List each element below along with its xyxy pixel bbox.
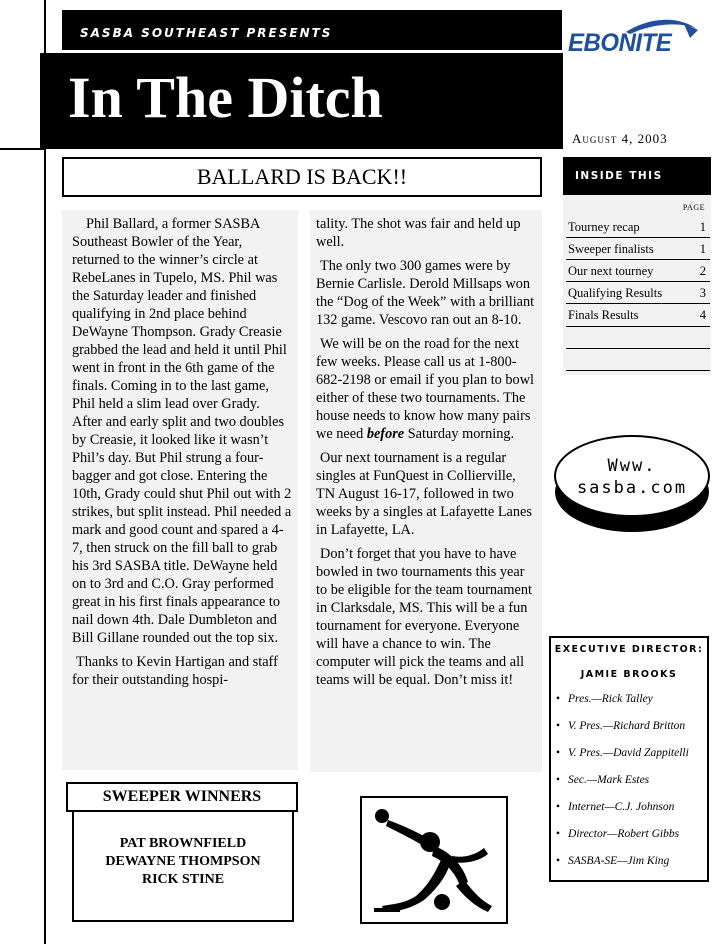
newsletter-title: In The Ditch xyxy=(68,65,383,130)
officer-item: • V. Pres.—Richard Britton xyxy=(556,720,685,732)
paragraph-text: We will be on the road for the next few weeks. Please call us at 1-800-682-2198 or email if you plan to bowl either of these two tournaments. The house needs to know how many pairs we need xyxy=(316,336,534,442)
toc-row[interactable] xyxy=(566,260,710,282)
article-column-1 xyxy=(62,210,298,770)
ebonite-logo xyxy=(566,18,716,58)
article-paragraph xyxy=(316,335,538,443)
toc-label: Our next tourney xyxy=(568,264,654,278)
toc-page: 3 xyxy=(699,286,706,300)
bowler-silhouette-icon xyxy=(360,796,508,924)
logo-text: EBONITE xyxy=(568,29,672,57)
officer-item: • Sec.—Mark Estes xyxy=(556,774,649,786)
toc-row[interactable] xyxy=(566,304,710,326)
article-paragraph: Don’t forget that you have to have bowled in two tournaments this year to be eligible for the team tournament in Clarksdale, MS. This will be a fun tournament for everyone. Everyone will have a chance to win. The computer will pick the teams and all teams will be equal. Don’t miss it! xyxy=(316,546,532,688)
toc-label: Finals Results xyxy=(568,308,639,322)
toc-row[interactable] xyxy=(566,282,710,304)
officer-item: • Director—Robert Gibbs xyxy=(556,828,679,840)
website-line-1: Www. xyxy=(607,456,657,476)
sweeper-title: SWEEPER WINNERS xyxy=(66,782,298,812)
toc-divider xyxy=(566,326,710,327)
page-column-label: PAGE xyxy=(682,203,705,212)
executive-name: JAMIE BROOKS xyxy=(580,669,678,680)
emphasis-text: before xyxy=(366,426,405,442)
toc-divider xyxy=(566,348,710,349)
officer-item: • SASBA-SE—Jim King xyxy=(556,855,669,867)
sweeper-name: PAT BROWNFIELD xyxy=(119,836,247,851)
officer-item: • Internet—C.J. Johnson xyxy=(556,801,674,813)
article-column-2 xyxy=(310,210,542,772)
sweeper-name: DEWAYNE THOMPSON xyxy=(105,854,261,869)
paragraph-text: Saturday morning. xyxy=(404,426,515,442)
issue-date: August 4, 2003 xyxy=(572,131,668,146)
toc-label: Sweeper finalists xyxy=(568,242,654,256)
headline: BALLARD IS BACK!! xyxy=(62,157,542,197)
article-paragraph: Our next tournament is a regular singles at FunQuest in Collierville, TN August 16-17, followed in two weeks by a singles at Lafayette Lanes in Lafayette, LA. xyxy=(316,450,532,538)
article-paragraph: The only two 300 games were by Bernie Carlisle. Derold Millsaps won the “Dog of the Week” with a brilliant 132 game. Vescovo ran out an 8-10. xyxy=(316,258,535,328)
toc-label: Tourney recap xyxy=(568,220,640,234)
article-paragraph: Phil Ballard, a former SASBA Southeast Bowler of the Year, returned to the winner’s circle at RebeLanes in Tupelo, MS. Phil was the Saturday leader and finished qualifying in 2nd place behind DeWayne Thompson. Grady Creasie grabbed the lead and held it until Phil went in front in the 6th game of the finals. Coming in to the last game, Phil held a slim lead over Grady. After and early split and two doubles by Creasie, it looked like it wasn’t Phil’s day. But Phil strung a four-bagger and got close. Entering the 10th, Grady could shut Phil out with 2 strikes, but split instead. Phil needed a mark and good count and spared a 4-7, then struck on the fill ball to grab his 3rd SASBA title. DeWayne held on to 3rd and C.O. Gray performed great in his first finals appearance to nail down 4th. Dale Dumbleton and Bill Gillane rounded out the top six. xyxy=(72,216,292,646)
officer-item: • Pres.—Rick Talley xyxy=(556,693,653,705)
officer-item: • V. Pres.—David Zappitelli xyxy=(556,747,689,759)
article-paragraph: tality. The shot was fair and held up well. xyxy=(316,216,521,250)
toc-page: 2 xyxy=(699,264,706,278)
toc-label: Qualifying Results xyxy=(568,286,663,300)
toc-page: 1 xyxy=(699,220,706,234)
toc-page: 4 xyxy=(699,308,706,322)
website-line-2: sasba.com xyxy=(576,478,688,498)
presents-text: SASBA SOUTHEAST PRESENTS xyxy=(80,26,333,40)
article-paragraph: Thanks to Kevin Hartigan and staff for their outstanding hospi- xyxy=(72,654,278,688)
sweeper-name: RICK STINE xyxy=(141,872,225,887)
website-link[interactable] xyxy=(551,455,713,499)
toc-row[interactable] xyxy=(566,238,710,260)
executive-title: EXECUTIVE DIRECTOR: xyxy=(554,644,704,655)
toc-row[interactable] xyxy=(566,216,710,238)
toc-page: 1 xyxy=(699,242,706,256)
inside-issue-header: INSIDE THIS xyxy=(563,157,711,195)
toc-divider xyxy=(566,370,710,371)
